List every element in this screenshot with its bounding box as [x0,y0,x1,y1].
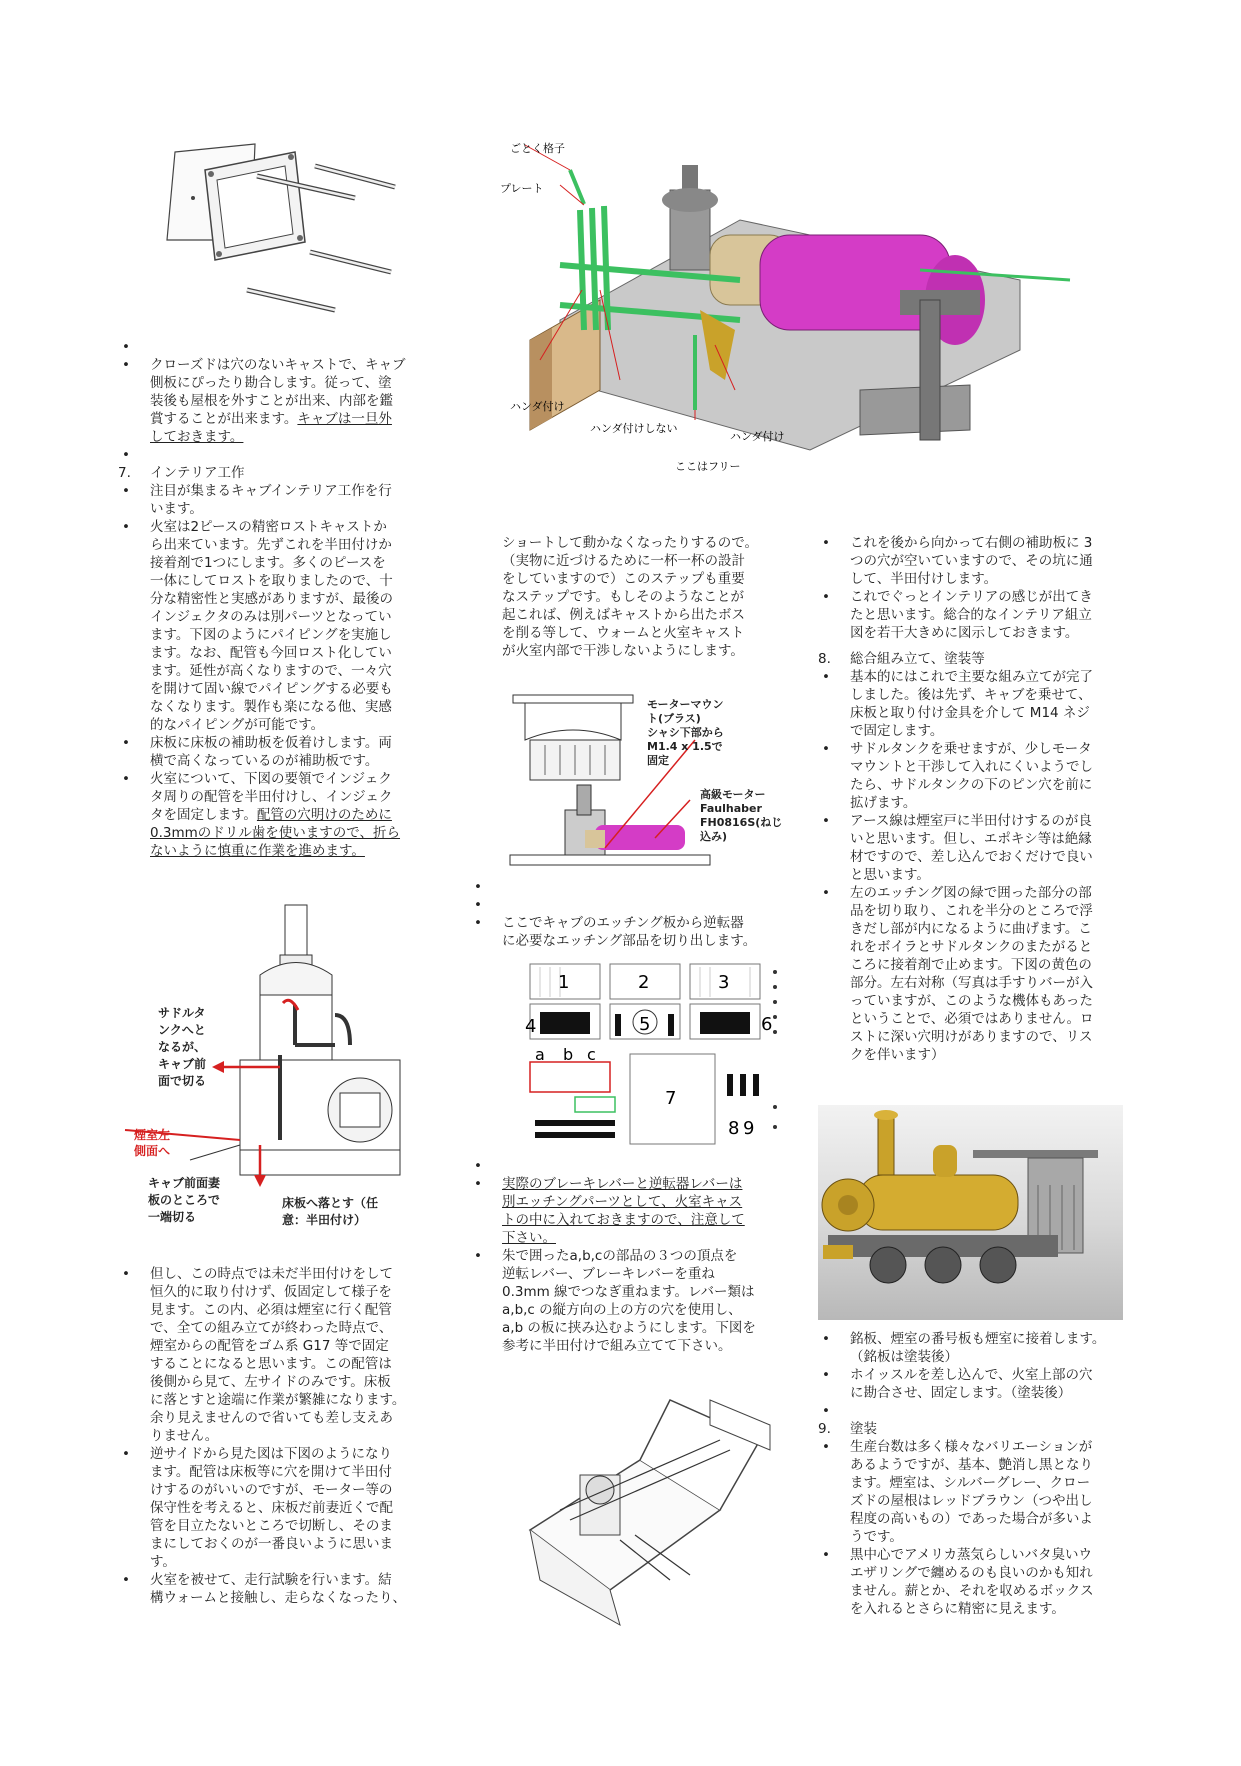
bullet-mark: • [822,813,830,829]
bullet-injector-piping [118,770,430,860]
label-floor [282,1195,378,1229]
label-saddle-tank [158,1005,206,1090]
text-line: つの穴が空いていますので、その坑に通 [850,553,1093,569]
bullet-empty [118,338,430,356]
bullet-interior-feel [818,588,1130,642]
etch-label-b: b [563,1045,574,1064]
bullet-saddle-tank [818,740,1130,812]
etch-num-8: 8 [728,1118,740,1139]
bullet-mark: • [474,879,482,895]
text-line: 生産台数は多く様々なバリエーションが [850,1439,1093,1455]
text-line: 起これば、例えばキャストから出たボス [502,607,745,623]
section-9-title: 塗装 [850,1421,877,1437]
text-line: を削る等して、ウォームと火室キャスト [502,625,745,641]
label-grate: ごとく格子 [510,142,565,155]
bullet-earth-wire [818,812,1130,884]
text-underlined: 下さい。 [502,1230,556,1246]
text-line: ということで、必須ではありません。ロ [850,1011,1094,1027]
section-7-number: 7. [118,465,131,481]
column-3 [818,534,1130,1064]
text-line: 拡げます。 [850,795,917,811]
text-line: 分な精密性と実感がありますが、最後の [150,591,393,607]
bullet-running-test [118,1571,430,1607]
text-line: 注目が集まるキャブインテリア工作を行 [150,483,392,499]
text-line: 床板へ落とす（任 [282,1196,379,1210]
text-line: たら、サドルタンクの下のピン穴を前に [850,777,1093,793]
text-line: 込み) [700,830,728,843]
label-free: ここはフリー [675,460,741,473]
text-line: M1.4 x 1.5で [647,740,723,753]
label-solder2: ハンダ付け [730,430,785,443]
text-line: ストに深い穴明けがありますので、リス [850,1029,1093,1045]
text-line: りません。 [150,1428,219,1444]
bullet-mark: • [122,771,130,787]
etch-num-6: 6 [761,1014,773,1035]
bullet-mark: • [474,1176,482,1192]
section-7-title: インテリア工作 [150,465,245,481]
bullet-mark: • [122,339,130,355]
text-line: を入れるとさらに精密に見えます。 [850,1601,1065,1617]
text-line: たと思います。総合的なインテリア組立 [850,607,1092,623]
etch-num-7: 7 [665,1088,677,1109]
text-line: 逆サイドから見た図は下図のようになり [150,1446,393,1462]
text-line: と思います。 [850,867,930,883]
paragraph-short-circuit [470,534,782,660]
section-8-title: 総合組み立て、塗装等 [850,651,985,667]
text-line: クローズドは穴のないキャストで、キャブ [150,357,406,373]
bullet-cab-interior [118,482,430,518]
bullet-mark: • [122,1266,130,1282]
text-line: しました。後は先ず、キャブを乗せて、 [850,687,1092,703]
text-line: 接着剤で1つにします。多くのピースを [150,555,386,571]
text-line: a,b,c の縦方向の上の方の穴を使用し、 [502,1302,742,1318]
text-line: ます。下図のようにパイピングを実施し [150,627,392,643]
text-line: 火室について、下図の要領でインジェク [150,771,392,787]
text-line: なくなります。製作も楽になる他、実感 [150,699,392,715]
text-line: ホイッスルを差し込んで、火室上部の穴 [850,1367,1093,1383]
text-underlined: ないように慎重に作業を進めます。 [150,843,365,859]
text-line: 見ます。この内、必須は煙室に行く配管 [150,1302,392,1318]
bullet-mark: • [122,735,130,751]
text-line: 程度の高いもの）であった場合が多いよ [850,1511,1093,1527]
column-2 [470,534,782,660]
bullet-mark: • [122,357,130,373]
text-underlined: キャブは一旦外 [297,411,392,427]
text-line: 銘板、煙室の番号板も煙室に接着します。 [850,1331,1106,1347]
text-line: 後側から見て、左サイドのみです。床板 [150,1374,391,1390]
text-line: ません。薪とか、それを収めるボックス [850,1583,1094,1599]
text-line: 保守性を考えると、床板だ前妻近くで配 [150,1500,393,1516]
text-line: することになると思います。この配管は [150,1356,392,1372]
text-line: 品を切り取り、これを半分のところで浮 [850,903,1093,919]
section-9-heading [818,1420,1130,1438]
text-line: マウントと干渉して入れにくいようでし [850,759,1093,775]
text-line: これでぐっとインテリアの感じが出てき [850,589,1093,605]
text-line: これを後から向かって右側の補助板に 3 [850,535,1093,551]
text-line: 煙室左 [134,1128,171,1142]
figure-reverser-assembly [520,1380,780,1630]
text-line: 一端切る [148,1210,197,1224]
text-line: います。 [150,501,203,517]
text-line: で、全ての組み立てが終わった時点で、 [150,1320,393,1336]
bullet-brake-lever-note [470,1175,782,1247]
text-line: シャシ下部から [647,726,724,739]
text-line: きだし部が内になるように曲げます。こ [850,921,1092,937]
text-line: 煙室からの配管をゴム系 G17 等で固定 [150,1338,389,1354]
text-underlined: 配管の穴明けのために [256,807,392,823]
text-line: 高級モーター [700,788,766,801]
text-line: 朱で囲ったa,b,cの部品の３つの頂点を [502,1248,738,1264]
label-nosolder: ハンダ付けしない [590,422,678,435]
text-line: 基本的にはこれで主要な組み立てが完了 [850,669,1093,685]
label-solder: ハンダ付け [510,400,565,413]
label-cab-front [148,1175,220,1226]
figure-motor-mount [505,690,805,875]
text-line: 逆転レバー、ブレーキレバーを重ね [502,1266,715,1282]
text-line: 火室は2ピースの精密ロストキャストか [150,519,387,535]
bullet-reverse-side [118,1445,430,1571]
bullet-mark: • [122,1572,130,1588]
text-line: が火室内部で干渉しないようにします。 [502,643,744,659]
bullet-mark: • [122,519,130,535]
text-line: あるようですが、基本、艶消し黒となり [850,1457,1093,1473]
text-line: を開けて固い線でパイピングする必要も [150,681,393,697]
etch-num-3: 3 [718,972,730,993]
text-line: FH0816S(ねじ [700,816,783,829]
bullet-mark: • [474,1158,482,1174]
text-line: 意：半田付け） [282,1213,367,1227]
text-line: 面で切る [158,1074,207,1088]
bullet-empty [818,1402,1130,1420]
bullet-mark: • [822,1403,830,1419]
text-underlined: 実際のブレーキレバーと逆転器レバーは [502,1176,743,1192]
text-line: うです。 [850,1529,903,1545]
text-line: 一体にしてロストを取りましたので、十 [150,573,393,589]
section-8-number: 8. [818,651,831,667]
text-line: ここでキャブのエッチング板から逆転器 [502,915,744,931]
text-line: っていますが、このような機体もあった [850,993,1093,1009]
text-line: サドルタ [158,1006,206,1020]
text-line: ころに接着剤で止めます。下図の黄色の [850,957,1092,973]
etch-num-4: 4 [525,1016,537,1037]
text-line: 但し、この時点では未だ半田付けをして [150,1266,393,1282]
label-motor [700,788,782,844]
text-line: アース線は煙室戸に半田付けするのが良 [850,813,1092,829]
text-line: 構ウォームと接触し、走らなくなったり、 [150,1590,406,1606]
column-1-lower [118,1265,430,1607]
etch-num-9: 9 [743,1118,755,1139]
bullet-mark: • [822,741,830,757]
bullet-mark: • [822,589,830,605]
bullet-firebox-cast [118,518,430,734]
text-line: 板のところで [148,1193,220,1207]
bullet-mark: • [822,1547,830,1563]
bullet-empty [470,1157,782,1175]
text-line: 側面へ [134,1144,171,1158]
bullet-mark: • [122,483,130,499]
text-line: キャブ前 [158,1057,207,1071]
figure-etching-sheet [525,962,805,1152]
text-underlined: 0.3mmのドリル歯を使いますので、折ら [150,825,401,841]
bullet-mark: • [474,915,482,931]
text-line: 側板にぴったり勘合します。従って、塗 [150,375,392,391]
text-line: 余り見えませんので省いても差し支えあ [150,1410,393,1426]
photo-brass-locomotive [818,1105,1123,1320]
text-line: インジェクタのみは別パーツとなってい [150,609,392,625]
bullet-empty [470,896,782,914]
text-line: （銘板は塗装後） [850,1349,958,1365]
text-line: エザリングで纏めるのも良いのかも知れ [850,1565,1093,1581]
column-1 [118,338,430,860]
text-line: ら出来ています。先ずこれを半田付けか [150,537,392,553]
text-line: 恒久的に取り付けず、仮固定して様子を [150,1284,392,1300]
text-line: ト(ブラス) [647,712,701,725]
text-line: キャブ前面妻 [148,1176,221,1190]
text-line: タ周りの配管を半田付けし、インジェク [150,789,393,805]
text-line: モーターマウン [647,698,724,711]
text-line: に勘合させ、固定します。（塗装後） [850,1385,1072,1401]
bullet-cut-etch [470,914,782,950]
text-line: 黒中心でアメリカ蒸気らしいバタ臭いウ [850,1547,1093,1563]
text-line: に落とすと途端に作業が繁雑になります。 [150,1392,406,1408]
section-9-number: 9. [818,1421,831,1437]
bullet-temporary-fix [118,1265,430,1445]
paragraph-closed-roof [118,356,430,446]
bullet-painting [818,1438,1130,1546]
bullet-green-parts [818,884,1130,1064]
label-motor-mount [647,698,724,768]
bullet-mark: • [122,447,130,463]
bullet-mark: • [822,1439,830,1455]
bullet-mark: • [822,535,830,551]
bullet-mark: • [474,1248,482,1264]
bullet-mark: • [822,885,830,901]
text-line: いと思います。但し、エポキシ等は絶縁 [850,831,1092,847]
text-line: 的なパイピングが可能です。 [150,717,325,733]
bullet-empty [118,446,430,464]
text-underlined: しておきます。 [150,429,244,445]
bullet-nameplate [818,1330,1130,1366]
column-2-lower [470,1157,782,1355]
text-line: をしていますので）このステップも重要 [502,571,745,587]
label-plate: プレート [500,182,544,195]
text-line: 床板と取り付け金具を介して M14 ネジ [850,705,1090,721]
bullet-mark: • [822,1331,830,1347]
bullet-three-holes [818,534,1130,588]
text-line: ます。配管は床板等に穴を開けて半田付 [150,1464,392,1480]
bullet-weathering [818,1546,1130,1618]
text-line: Faulhaber [700,802,762,815]
text-underlined: トの中に入れておきますので、注意して [502,1212,745,1228]
text-line: 0.3mm 線でつなぎ重ねます。レバー類は [502,1284,755,1300]
text-line: タを固定します。 [150,807,257,823]
text-line: して、半田付けします。 [850,571,998,587]
bullet-whistle [818,1366,1130,1402]
text-line: れをボイラとサドルタンクのまたがると [850,939,1093,955]
figure-cab-roof-exploded [165,140,435,320]
etch-label-c: c [587,1045,596,1064]
text-line: 図を若干大きめに図示しておきます。 [850,625,1079,641]
text-line: けするのがいいのですが、モーター等の [150,1482,393,1498]
text-line: ズドの屋根はレッドブラウン（つや出し [850,1493,1093,1509]
etch-num-1: 1 [558,972,570,993]
text-line: 床板に床板の補助板を仮着けします。両 [150,735,392,751]
label-firebox-left [134,1127,170,1159]
text-line: （実物に近づけるために一杯一杯の設計 [502,553,745,569]
text-line: 左のエッチング図の緑で囲った部分の部 [850,885,1092,901]
text-line: 装後も屋根を外すことが出来、内部を鑑 [150,393,393,409]
text-underlined: 別エッチングパーツとして、火室キャス [502,1194,743,1210]
bullet-abc-parts [470,1247,782,1355]
text-line: 部分。左右対称（写真は手すりバーが入 [850,975,1093,991]
text-line: に必要なエッチング部品を切り出します。 [502,933,757,949]
text-line: 固定 [647,754,669,767]
text-line: a,b の板に挟み込むようにします。下図を [502,1320,756,1336]
text-line: 参考に半田付けで組み立てて下さい。 [502,1338,732,1354]
text-line: まにしておくのが一番良いように思いま [150,1536,393,1552]
bullet-mark: • [474,897,482,913]
text-line: ます。なお、配管も今回ロスト化してい [150,645,392,661]
column-3-lower [818,1330,1130,1618]
etching-drawing [525,962,805,1152]
text-line: なステップです。もしそのようなことが [502,589,745,605]
bullet-mark: • [822,669,830,685]
text-line: ショートして動かなくなったりするので。 [502,535,758,551]
bullet-mark: • [122,1446,130,1462]
section-7-heading [118,464,430,482]
bullet-main-assembly [818,668,1130,740]
text-line: ます。煙室は、シルバーグレー、クロー [850,1475,1091,1491]
bullet-empty [470,878,782,896]
etch-num-5: 5 [639,1014,651,1035]
text-line: サドルタンクを乗せますが、少しモータ [850,741,1092,757]
etch-num-2: 2 [638,972,650,993]
text-line: 横で高くなっているのが補助板です。 [150,753,379,769]
locomotive-drawing [818,1105,1123,1320]
text-line: クを伴います） [850,1047,945,1063]
etch-label-a: a [535,1045,545,1064]
text-line: ます。延性が高くなりますので、一々穴 [150,663,392,679]
section-8-heading [818,650,1130,668]
bullet-mark: • [822,1367,830,1383]
figure-interior-assembly [500,140,1100,530]
text-line: す。 [150,1554,176,1570]
text-line: ンクへと [158,1023,206,1037]
figure-firebox-piping [120,895,440,1235]
text-line: 管を目立たないところで切断し、そのま [150,1518,393,1534]
text-line: で固定します。 [850,723,944,739]
column-2-mid [470,878,782,950]
text-line: 材ですので、差し込んでおくだけで良い [850,849,1093,865]
text-line: 賞することが出来ます。 [150,411,298,427]
text-line: なるが、 [158,1040,207,1054]
bullet-floor-plate [118,734,430,770]
text-line: 火室を被せて、走行試験を行います。結 [150,1572,392,1588]
